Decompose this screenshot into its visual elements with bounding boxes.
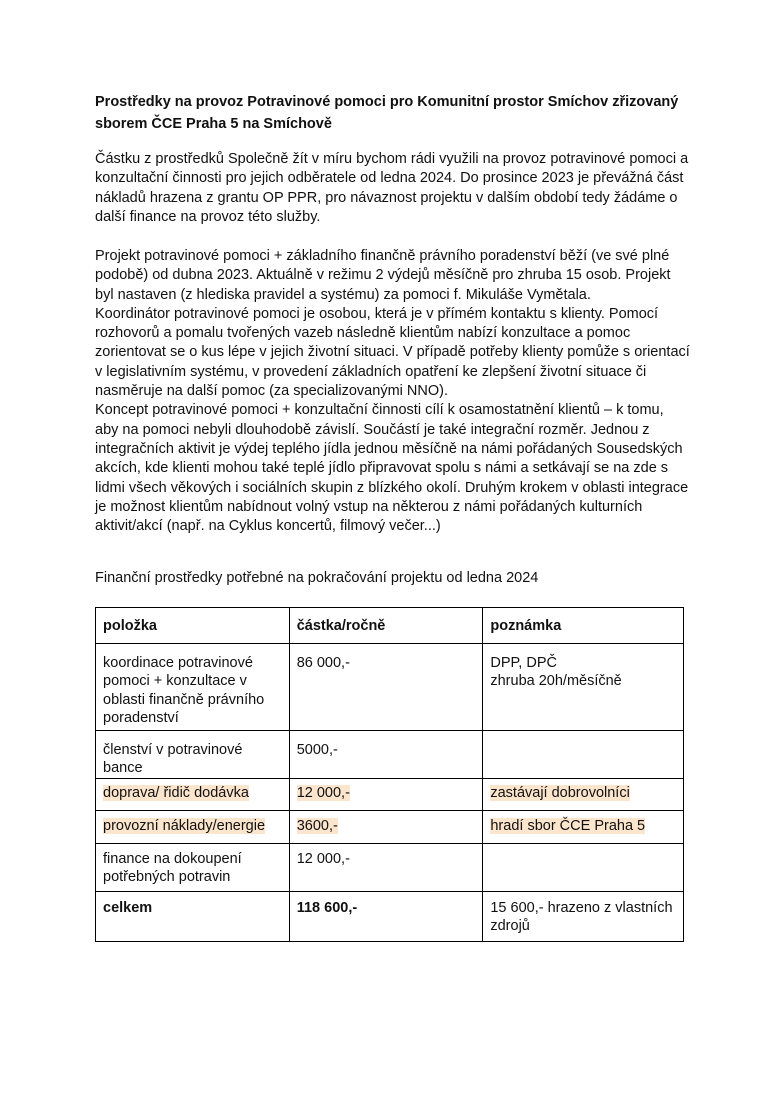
total-note-line: zdrojů [490,918,530,935]
highlighted-text: 3600,- [296,818,338,834]
text-line: zorientovat se o kus lépe v jejich životní situaci. V případě potřeby klienty pomůže s orientací [95,344,690,361]
total-amount: 118 600,- [289,892,483,942]
cell-item [96,731,290,779]
paragraph-project [95,247,695,536]
table-header-row [96,608,684,644]
header-item: položka [96,608,290,644]
cell-item [96,811,290,844]
highlighted-text: provozní náklady/energie [103,818,266,834]
title-line: sborem ČCE Praha 5 na Smíchově [95,115,332,132]
header-note: poznámka [483,608,684,644]
cell-item-line: poradenství [103,709,179,726]
text-line: byl nastaven (z hlediska pravidel a systému) za pomoci f. Mikuláše Vymětala. [95,286,591,303]
cell-item [96,644,290,731]
total-label: celkem [96,892,290,942]
cell-item-line: členství v potravinové [103,742,243,758]
table-row [96,779,684,811]
cell-note [483,844,684,892]
cell-item-line: bance [103,760,143,777]
highlighted-text: zastávají dobrovolníci [490,785,630,801]
header-amount: částka/ročně [289,608,483,644]
highlighted-text: doprava/ řidič dodávka [103,785,249,801]
table-row [96,644,684,731]
text-line: integračních aktivit je výdej teplého jídla jednou měsíčně na námi pořádaných Sousedských [95,440,683,457]
cell-amount: 5000,- [289,731,483,779]
text-line: lidmi všech věkových i sociálních skupin z blízkého okolí. Druhým krokem v oblasti integrace [95,479,689,496]
highlighted-text: 12 000,- [296,785,350,801]
text-line: Projekt potravinové pomoci + základního finančně právního poradenství běží (ve své plné [95,248,670,264]
total-note [483,892,684,942]
cell-item-line: oblasti finančně právního [103,691,265,708]
text-line: rozhovorů a pomalu tvořených vazeb následně klientům nabízí konzultace a pomoc [95,325,631,342]
cell-item [96,779,290,811]
highlighted-text: hradí sbor ČCE Praha 5 [490,818,646,834]
cell-amount: 86 000,- [289,644,483,731]
text-line: nasměruje na další pomoc (za specializovanými NNO). [95,383,448,400]
cell-amount: 12 000,- [289,844,483,892]
cell-item-line: koordinace potravinové [103,655,253,671]
text-line: v legislativním systému, v provedení základních opatření ke zlepšení životní situace či [95,363,647,380]
cell-note [483,644,684,731]
cell-amount [289,811,483,844]
cell-item-line: pomoci + konzultace v [103,673,247,690]
cell-note [483,811,684,844]
cell-item-line: potřebných potravin [103,869,231,886]
table-row [96,731,684,779]
text-line: akcích, kde klienti mohou také teplé jídlo připravovat spolu s námi a setkávají se na zde s [95,460,669,477]
text-line: aby na pomoci nebyli dlouhodobě závislí. Součástí je také integrační rozměr. Jednou z [95,421,650,438]
text-line: Koordinátor potravinové pomoci je osobou, která je v přímém kontaktu s klienty. Pomocí [95,305,659,322]
total-note-line: 15 600,- hrazeno z vlastních [490,900,673,916]
cell-item-line: finance na dokoupení [103,851,242,867]
document-title [95,92,695,135]
cell-note [483,731,684,779]
paragraph-intro [95,150,695,227]
text-line: podobě) od dubna 2023. Aktuálně v režimu 2 výdejů měsíčně pro zhruba 15 osob. Projekt [95,267,671,284]
text-line: Koncept potravinové pomoci + konzultační činnosti cílí k osamostatnění klientů – k tomu, [95,402,664,419]
cell-note-line: DPP, DPČ [490,655,557,671]
table-row [96,844,684,892]
text-line: aktivit/akcí (např. na Cyklus koncertů, filmový večer...) [95,518,441,535]
text-line: konzultační činnosti pro jejich odběratele od ledna 2024. Do prosince 2023 je převážná část [95,170,684,187]
section-heading: Finanční prostředky potřebné na pokračování projektu od ledna 2024 [95,570,539,586]
title-line: Prostředky na provoz Potravinové pomoci pro Komunitní prostor Smíchov zřizovaný [95,94,679,110]
cell-note [483,779,684,811]
budget-table [95,607,684,942]
cell-note-line: zhruba 20h/měsíčně [490,673,622,690]
table-total-row [96,892,684,942]
cell-item [96,844,290,892]
table-row [96,811,684,844]
cell-amount [289,779,483,811]
text-line: je možnost klientům nabídnout volný vstup na některou z námi pořádaných kulturních [95,498,643,515]
text-line: nákladů hrazena z grantu OP PPR, pro návaznost projektu v dalším období tedy žádáme o [95,189,678,206]
text-line: další finance na provoz této služby. [95,208,321,225]
text-line: Částku z prostředků Společně žít v míru bychom rádi využili na provoz potravinové pomoci a [95,151,689,167]
